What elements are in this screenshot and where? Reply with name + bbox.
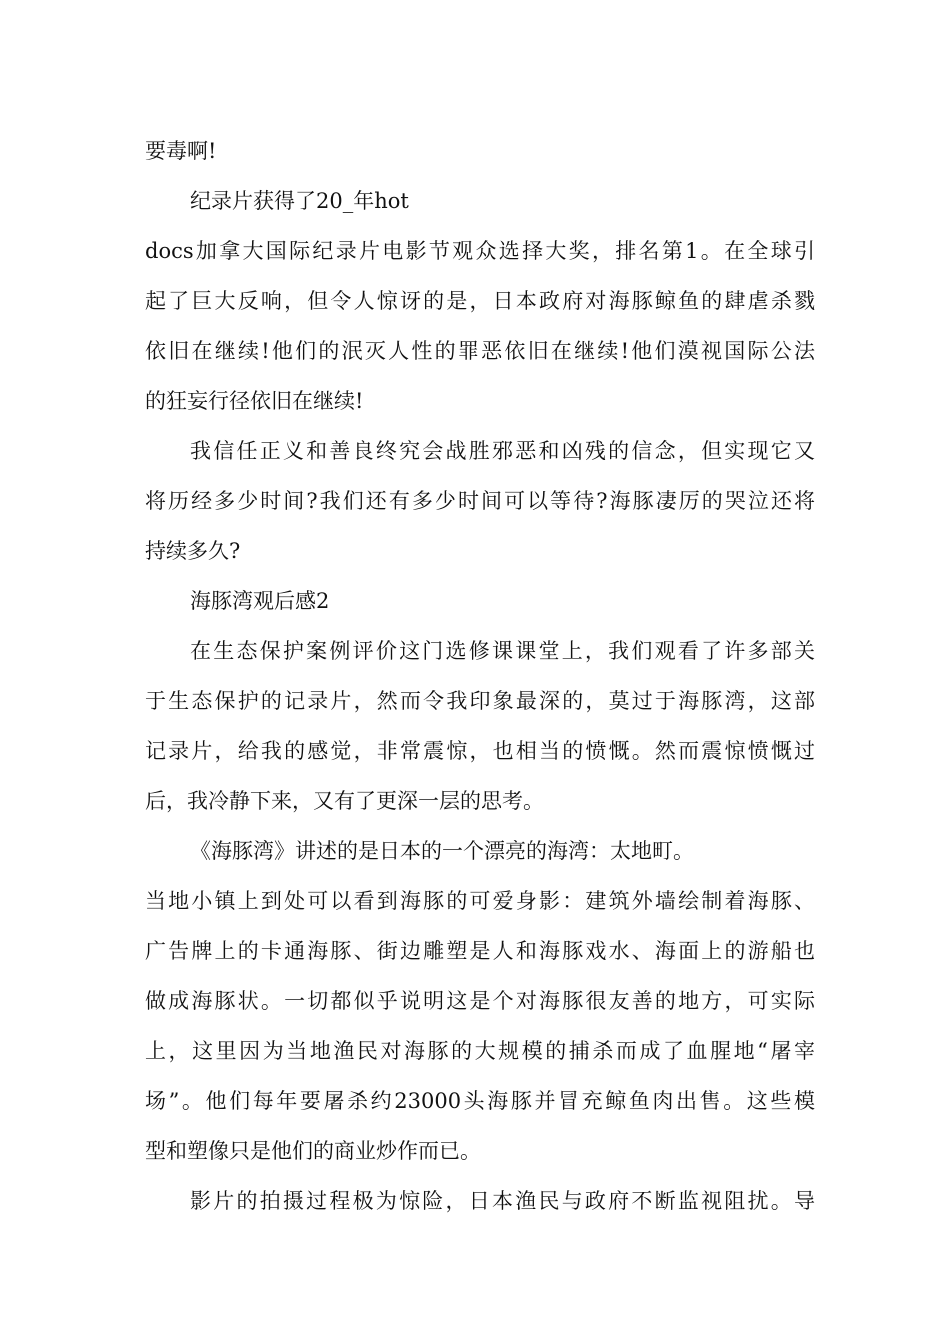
text-line: 要毒啊! bbox=[145, 139, 217, 163]
text-line: 型和塑像只是他们的商业炒作而已。 bbox=[145, 1139, 481, 1163]
text-line: 场”。他们每年要屠杀约23000头海豚并冒充鲸鱼肉出售。这些模 bbox=[145, 1089, 815, 1113]
text-line: 记录片，给我的感觉，非常震惊，也相当的愤慨。然而震惊愤慨过 bbox=[145, 739, 815, 763]
text-line: 将历经多少时间?我们还有多少时间可以等待?海豚凄厉的哭泣还将 bbox=[145, 489, 815, 513]
text-line: 依旧在继续!他们的泯灭人性的罪恶依旧在继续!他们漠视国际公法 bbox=[145, 339, 815, 363]
text-line: 广告牌上的卡通海豚、街边雕塑是人和海豚戏水、海面上的游船也 bbox=[145, 939, 815, 963]
text-line: 纪录片获得了20_年hot bbox=[190, 189, 409, 213]
text-line: 影片的拍摄过程极为惊险，日本渔民与政府不断监视阻扰。导 bbox=[190, 1189, 815, 1213]
text-line: 的狂妄行径依旧在继续! bbox=[145, 389, 364, 413]
section-heading: 海豚湾观后感2 bbox=[190, 589, 330, 613]
text-line: 于生态保护的记录片，然而令我印象最深的，莫过于海豚湾，这部 bbox=[145, 689, 815, 713]
text-line: 起了巨大反响，但令人惊讶的是，日本政府对海豚鲸鱼的肆虐杀戮 bbox=[145, 289, 815, 313]
text-line: 当地小镇上到处可以看到海豚的可爱身影：建筑外墙绘制着海豚、 bbox=[145, 889, 815, 913]
text-line: 后，我冷静下来，又有了更深一层的思考。 bbox=[145, 789, 544, 813]
text-line: 上，这里因为当地渔民对海豚的大规模的捕杀而成了血腥地“屠宰 bbox=[145, 1039, 815, 1063]
text-line: 持续多久? bbox=[145, 539, 241, 563]
text-line: 我信任正义和善良终究会战胜邪恶和凶残的信念，但实现它又 bbox=[190, 439, 815, 463]
text-line: 《海豚湾》讲述的是日本的一个漂亮的海湾：太地町。 bbox=[190, 839, 694, 863]
text-line: 做成海豚状。一切都似乎说明这是个对海豚很友善的地方，可实际 bbox=[145, 989, 815, 1013]
text-line: 在生态保护案例评价这门选修课课堂上，我们观看了许多部关 bbox=[190, 639, 815, 663]
text-line: docs加拿大国际纪录片电影节观众选择大奖，排名第1。在全球引 bbox=[145, 239, 815, 263]
